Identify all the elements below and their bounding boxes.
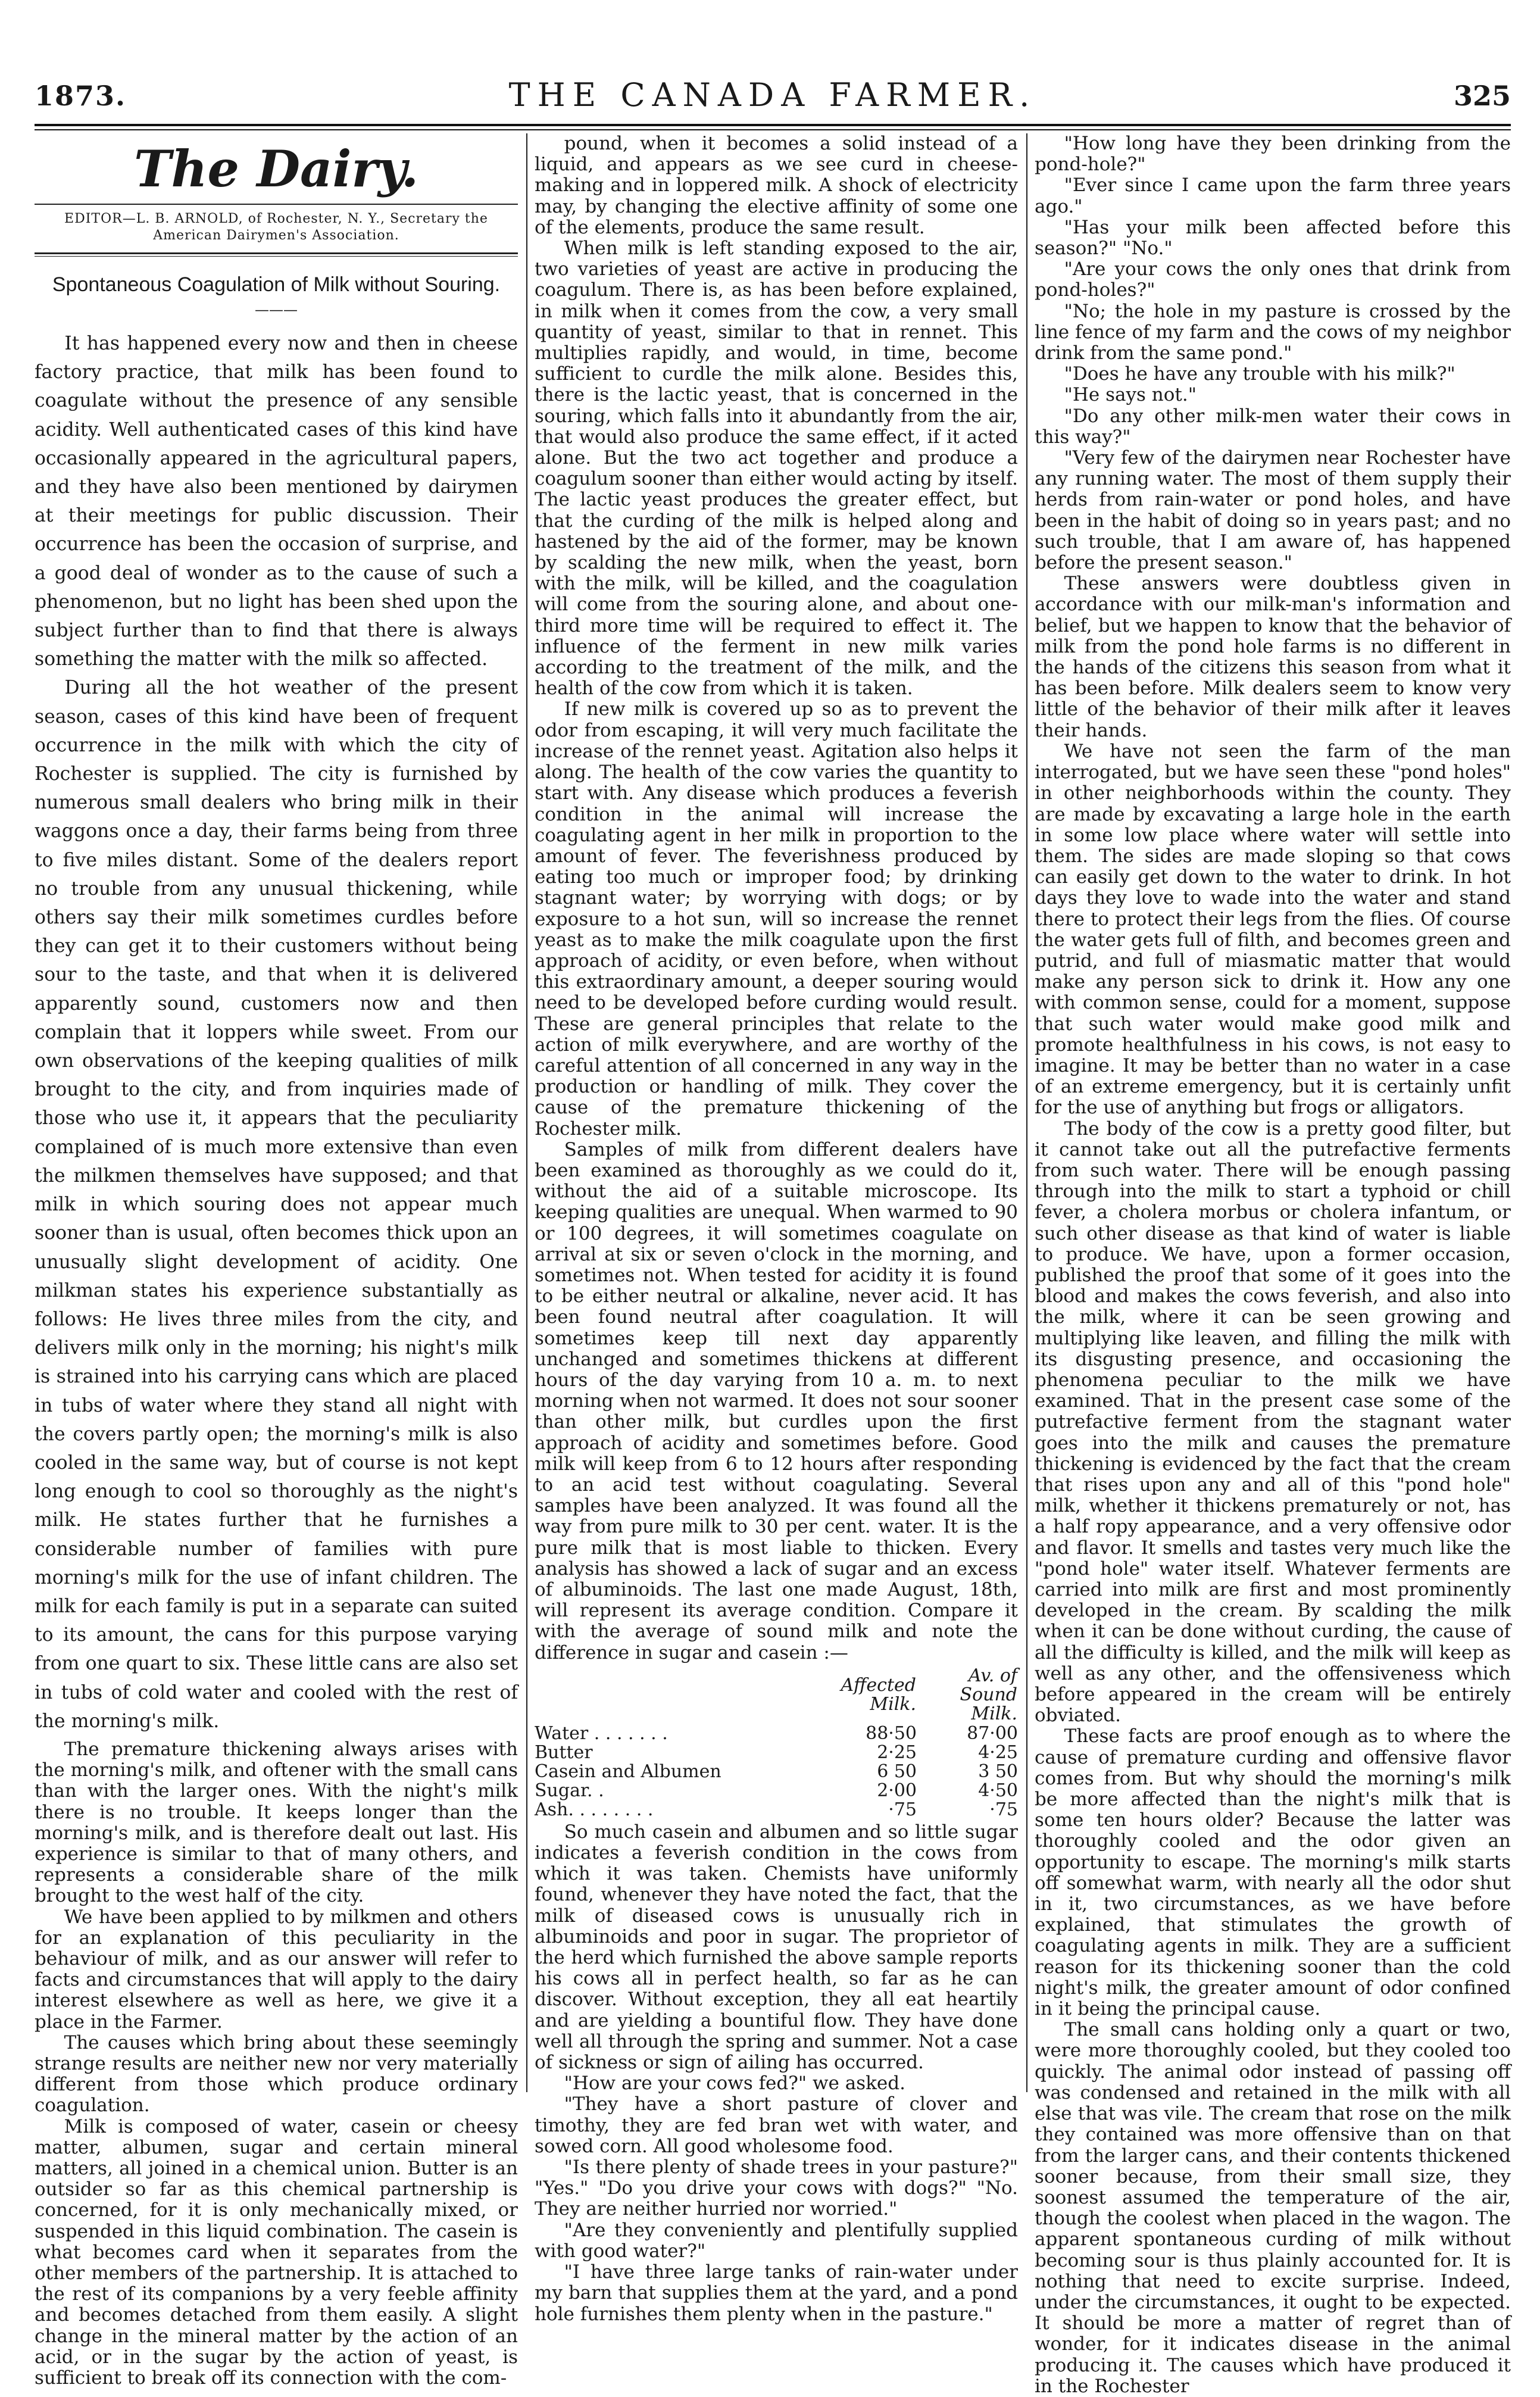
- table-row: [535, 1724, 1018, 1743]
- table-header: Affected Milk.: [841, 1674, 916, 1715]
- component-cell: Butter: [535, 1741, 593, 1763]
- table-row: [535, 1743, 1018, 1762]
- paragraph: During all the hot weather of the present season, cases of this kind have been of frequent occurrence in the milk with which the city of Rochester is supplied. The city is furnished by numerous small dealers who bring milk in their waggons once a day, their farms being from three to five miles distant. Some of the dealers report no trouble from any unusual thickening, while others say their milk sometimes curdles before they can get it to their customers without being sour to the taste, and that when it is delivered apparently sound, customers now and then complain that it loppers while sweet. From our own observations of the keeping qualities of milk brought to the city, and from inquiries made of those who use it, it appears that the peculiarity complained of is much more extensive than even the milkmen themselves have supposed; and that milk in which souring does not appear much sooner than is usual, often becomes thick upon an unusually slight development of acidity. One milkman states his experience substantially as follows: He lives three miles from the city, and delivers milk only in the morning; his night's milk is strained into his carrying cans which are placed in tubs of water where they stand all night with the covers partly open; the morning's milk is also cooled in the same way, but of course is not kept long enough to cool so thoroughly as the night's milk. He states further that he furnishes a considerable number of families with pure morning's milk for the use of infant children. The milk for each family is put in a separate can suited to its amount, the cans for this purpose varying from one quart to six. These little cans are also set in tubs of cold water and cooled with the rest of the morning's milk.: [35, 677, 518, 1732]
- masthead: [35, 76, 1511, 119]
- paragraph: The body of the cow is a pretty good filter, but it cannot take out all the putrefactive ferments from such water. There will be enough passing through into the milk to start a typhoid or chill fever, a cholera morbus or cholera infantum, or such other disease as that kind of water is liable to produce. We have, upon a former occasion, published the proof that some of it goes into the blood and makes the cows feverish, and also into the milk, where it can be seen growing and multiplying like leaven, and filling the milk with its disgusting presence, and occasioning the phenomena peculiar to the milk we have examined. That in the present case some of the putrefactive ferment from the stagnant water goes into the milk and causes the premature thickening is evidenced by the fact that the cream that rises upon any and all of this "pond hole" milk, whether it thickens prematurely or not, has a half ropy appearance, and a very offensive odor and flavor. It smells and tastes very much like the "pond hole" water itself. Whatever ferments are carried into milk are first and most prominently developed in the cream. By scalding the milk when it can be done without curding, the cause of all the difficulty is killed, and the milk will keep as well as any other, and the offensiveness which before appeared in the cream will be entirely obviated.: [1035, 1118, 1511, 1727]
- milk-analysis-table: [535, 1666, 1018, 1819]
- component-cell: Casein and Albumen: [535, 1761, 721, 1782]
- column-1-small-body: [35, 1739, 518, 2389]
- paragraph: "How are your cows fed?" we asked.: [564, 2073, 905, 2095]
- value-cell: 2·00: [877, 1780, 917, 1801]
- paragraph: "They have a short pasture of clover and timothy, they are fed bran wet with water, and sowed corn. All good wholesome food.: [535, 2093, 1018, 2157]
- section-heading: The Dairy.: [133, 139, 419, 198]
- column-2-body-bottom: [535, 1822, 1018, 2325]
- value-cell: ·75: [989, 1799, 1018, 1820]
- column-2-body-top: [535, 133, 1018, 1663]
- paragraph: "He says not.": [1064, 384, 1197, 406]
- paragraph: The premature thickening always arises with the morning's milk, and oftener with the small cans than with the larger ones. With the night's milk there is no trouble. It keeps longer than the morning's milk, and is therefore dealt out last. His experience is similar to that of many others, and represents a considerable share of the milk brought to the west half of the city.: [35, 1738, 518, 1907]
- column-rule: [526, 133, 527, 2092]
- paragraph: "Does he have any trouble with his milk?": [1064, 363, 1455, 385]
- table-header: [535, 1666, 816, 1724]
- paragraph: When milk is left standing exposed to the air, two varieties of yeast are active in producing the coagulum. There is, as has been before explained, in milk when it comes from the cow, a very small quantity of yeast, similar to that in rennet. This multiplies rapidly, and would, in time, become sufficient to curdle the milk alone. Besides this, there is the lactic yeast, that is concerned in the souring, which falls into it abundantly from the air, that would also produce the same effect, if it acted alone. But the two act together and produce a coagulum sooner than either would acting by itself. The lactic yeast produces the greater effect, but that the curding of the milk is helped along and hastened by the aid of the former, may be known by scalding the new milk, when the yeast, born with the milk, will be killed, and the coagulation will come from the souring alone, and about one-third more time will be required to effect it. The influence of the ferment in new milk varies according to the treatment of the milk, and the health of the cow from which it is taken.: [535, 238, 1018, 700]
- value-cell: 88·50: [866, 1722, 917, 1744]
- masthead-rule: [35, 124, 1511, 130]
- issue-year: 1873.: [35, 80, 127, 112]
- divider: [35, 252, 518, 257]
- table-row: [535, 1781, 1018, 1800]
- table-header-row: [535, 1666, 1018, 1724]
- paragraph: "Has your milk been affected before this season?" "No.": [1035, 216, 1511, 260]
- value-cell: ·75: [888, 1799, 917, 1820]
- paragraph: "Ever since I came upon the farm three years ago.": [1035, 174, 1511, 217]
- paragraph: "Are they conveniently and plentifully supplied with good water?": [535, 2219, 1018, 2262]
- title-dash: ———: [255, 301, 298, 318]
- column-2: [535, 133, 1018, 2325]
- paragraph: pound, when it becomes a solid instead of a liquid, and appears as we see curd in cheese-making and in loppered milk. A shock of electricity may, by changing the elective affinity of some one of the elements, produce the same result.: [535, 133, 1018, 238]
- paragraph: These answers were doubtless given in accordance with our milk-man's information and belief, but we happen to know that the behavior of milk from the pond hole farms is no different in the hands of the citizens this season from what it has been before. Milk dealers seem to know very little of the behavior of their milk after it leaves their hands.: [1035, 573, 1511, 741]
- column-3: [1035, 133, 1511, 2397]
- component-cell: Water . . . . . . .: [535, 1722, 668, 1744]
- divider: [35, 204, 518, 205]
- article-title: Spontaneous Coagulation of Milk without Souring.: [52, 273, 501, 296]
- column-rule: [1026, 133, 1027, 2092]
- paragraph: It has happened every now and then in cheese factory practice, that milk has been found to coagulate without the presence of any sensible acidity. Well authenticated cases of this kind have occasionally appeared in the agricultural papers, and they have also been mentioned by dairymen at their meetings for public discussion. Their occurrence has been the occasion of surprise, and a good deal of wonder as to the cause of such a phenomenon, but no light has been shed upon the subject further than to find that there is always something the matter with the milk so affected.: [35, 333, 518, 670]
- component-cell: Ash. . . . . . . .: [535, 1799, 654, 1820]
- paragraph: Milk is composed of water, casein or cheesy matter, albumen, sugar and certain mineral matters, all joined in a chemical union. Butter is an outsider so far as this chemical partnership is concerned, for it is only mechanically mixed, or suspended in this liquid combination. The casein is what becomes card when it separates from the other members of the partnership. It is attached to the rest of its companions by a very feeble affinity and becomes detached from them easily. A slight change in the mineral matter by the action of an acid, or in the sugar by the action of yeast, is sufficient to break off its connection with the com-: [35, 2115, 518, 2389]
- paragraph: "Is there plenty of shade trees in your pasture?" "Yes." "Do you drive your cows with dogs?" "No. They are neither hurried nor worried.": [535, 2156, 1018, 2220]
- value-cell: 2·25: [877, 1741, 917, 1763]
- component-cell: Sugar. .: [535, 1780, 604, 1801]
- editor-line: EDITOR—L. B. ARNOLD, of Rochester, N. Y., Secretary the American Dairymen's Association.: [64, 211, 488, 243]
- paragraph: "Do any other milk-men water their cows in this way?": [1035, 405, 1511, 448]
- paragraph: "No; the hole in my pasture is crossed by the line fence of my farm and the cows of my neighbor drink from the same pond.": [1035, 300, 1511, 364]
- paragraph: So much casein and albumen and so little sugar indicates a feverish condition in the cows from which it was taken. Chemists have uniformly found, whenever they have noted the fact, that the milk of diseased cows is unusually rich in albuminoids and poor in sugar. The proprietor of the herd which furnished the above sample reports his cows all in perfect health, so far as he can discover. Without exception, they all eat heartily and are yielding a bountiful flow. They have done well all through the spring and summer. Not a case of sickness or sign of ailing has occurred.: [535, 1821, 1018, 2074]
- paragraph: If new milk is covered up so as to prevent the odor from escaping, it will very much facilitate the increase of the rennet yeast. Agitation also helps it along. The health of the cow varies the quantity to start with. Any disease which produces a feverish condition in the animal will increase the coagulating agent in her milk in proportion to the amount of fever. The feverishness produced by eating too much or improper food; by drinking stagnant water; by worrying with dogs; or by exposure to a hot sun, will so increase the rennet yeast as to make the milk coagulate upon the first approach of acidity, or even before, when without this extraordinary amount, a deeper souring would need to be developed before curding would result. These are general principles that relate to the action of milk everywhere, and are worthy of the careful attention of all concerned in any way in the production or handling of milk. They cover the cause of the premature thickening of the Rochester milk.: [535, 698, 1018, 1140]
- paragraph: These facts are proof enough as to where the cause of premature curding and offensive flavor comes from. But why should the morning's milk be more affected than the night's milk that is some ten hours older? Because the latter was thoroughly cooled and the odor given an opportunity to escape. The morning's milk starts off somewhat warm, with nearly all the odor shut in it, two circumstances, as we have before explained, that stimulates the growth of coagulating agents in milk. They are a sufficient reason for its thickening sooner than the cold night's milk, the greater amount of odor confined in it being the principal cause.: [1035, 1725, 1511, 2020]
- paragraph: We have been applied to by milkmen and others for an explanation of this peculiarity in the behaviour of milk, and as our answer will refer to facts and circumstances that will apply to the dairy interest elsewhere as well as here, we give it a place in the Farmer.: [35, 1906, 518, 2033]
- paragraph: We have not seen the farm of the man interrogated, but we have seen these "pond holes" in other neighborhoods within the county. They are made by excavating a large hole in the earth in some low place where water will settle into them. The sides are made sloping so that cows can easily get down to the water to drink. In hot days they love to wade into the water and stand there to protect their legs from the flies. Of course the water gets full of filth, and becomes green and putrid, and full of miasmatic matter that would make any person sick to drink it. How any one with common sense, could for a moment, suppose that such water would make good milk and promote healthfulness in his cows, is not easy to imagine. It may be better than no water in a case of an extreme emergency, but it is certainly unfit for the use of anything but frogs or alligators.: [1035, 740, 1511, 1119]
- newspaper-page: [35, 76, 1511, 2397]
- value-cell: 4·25: [978, 1741, 1018, 1763]
- value-cell: 6 50: [877, 1761, 917, 1782]
- paragraph: The causes which bring about these seemingly strange results are neither new nor very materially different from those which produce ordinary coagulation.: [35, 2031, 518, 2117]
- column-1-body: [35, 329, 518, 1736]
- paragraph: "Are your cows the only ones that drink from pond-holes?": [1035, 258, 1511, 301]
- value-cell: 3 50: [978, 1761, 1018, 1782]
- paragraph: "How long have they been drinking from the pond-hole?": [1035, 133, 1511, 176]
- paragraph: Samples of milk from different dealers have been examined as thoroughly as we could do it, without the aid of a suitable microscope. Its keeping qualities are unequal. When warmed to 90 or 100 degrees, it will sometimes coagulate on arrival at six or seven o'clock in the morning, and sometimes not. When tested for acidity it is found to be either neutral or alkaline, never acid. It has been found neutral after coagulation. It will sometimes keep till next day apparently unchanged and sometimes thickens at different hours of the day varying from 10 a. m. to next morning when not warmed. It does not sour sooner than other milk, but curdles upon the first approach of acidity and sometimes before. Good milk will keep from 6 to 12 hours after responding to an acid test without coagulating. Several samples have been analyzed. It was found all the way from pure milk to 30 per cent. water. It is the pure milk that is most liable to thicken. Every analysis has showed a lack of sugar and an excess of albuminoids. The last one made August, 18th, will represent its average condition. Compare it with the average of sound milk and note the difference in sugar and casein :—: [535, 1138, 1018, 1663]
- paragraph: The small cans holding only a quart or two, were more thoroughly cooled, but they cooled too quickly. The animal odor instead of passing off was condensed and retained in the milk with all else that was vile. The cream that rose on the milk they contained was more offensive than on that from the larger cans, and their contents thickened sooner because, from their small size, they soonest assumed the temperature of the air, though the coolest when placed in the wagon. The apparent spontaneous curding of milk without becoming sour is thus plainly accounted for. It is nothing that need to excite surprise. Indeed, under the circumstances, it ought to be expected. It should be more a matter of regret than of wonder, for it indicates disease in the animal producing it. The causes which have produced it in the Rochester: [1035, 2019, 1511, 2397]
- page-number: 325: [1453, 80, 1511, 112]
- table-row: [535, 1800, 1018, 1819]
- value-cell: 87·00: [967, 1722, 1018, 1744]
- value-cell: 4·50: [978, 1780, 1018, 1801]
- table-row: [535, 1762, 1018, 1781]
- table-header: Av. of Sound Milk.: [960, 1665, 1017, 1724]
- paragraph: "I have three large tanks of rain-water under my barn that supplies them at the yard, and a pond hole furnishes them plenty when in the pasture.": [535, 2261, 1018, 2325]
- publication-title: THE CANADA FARMER.: [508, 76, 1037, 114]
- paragraph: "Very few of the dairymen near Rochester have any running water. The most of them supply their herds from rain-water or pond holes, and have been in the habit of doing so in years past; and no such trouble, that I am aware of, has happened before the present season.": [1035, 447, 1511, 574]
- text-columns: [35, 133, 1511, 2397]
- column-3-body: [1035, 133, 1511, 2397]
- column-1: [35, 133, 518, 2389]
